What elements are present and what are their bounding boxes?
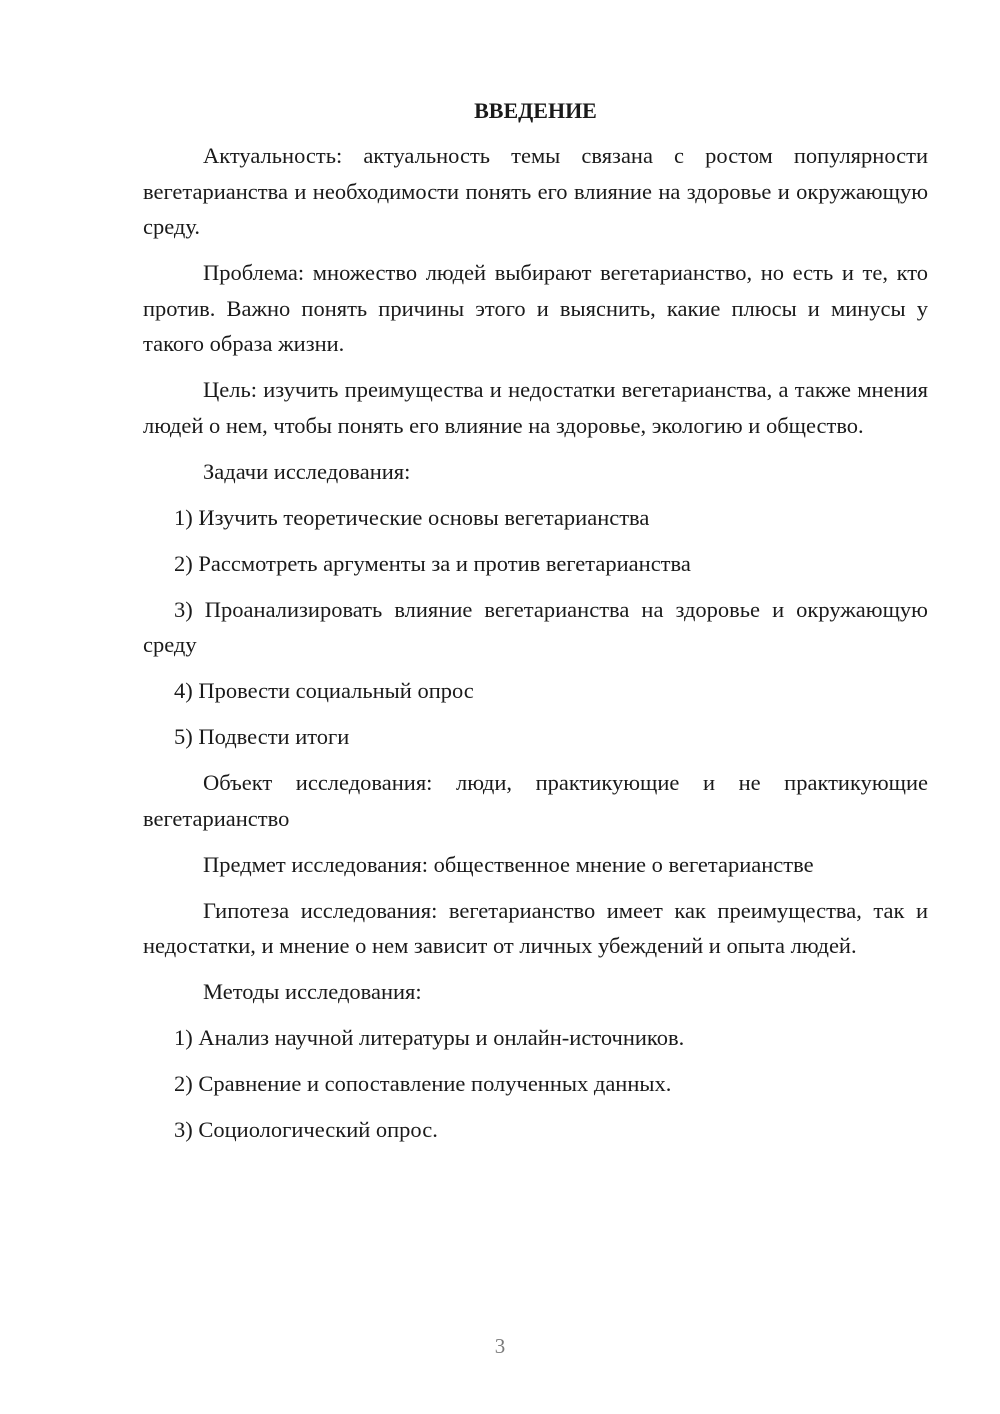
methods-heading: Методы исследования:: [203, 979, 422, 1004]
document-page: [143, 96, 928, 1158]
method-item: 3) Социологический опрос.: [174, 1117, 438, 1142]
task-item: 3) Проанализировать влияние вегетарианства на здоровье и окружающую среду: [143, 596, 928, 657]
subject-paragraph: Предмет исследования: общественное мнение о вегетарианстве: [203, 851, 814, 877]
object-paragraph: Объект исследования: люди, практикующие и не практикующие вегетарианство: [143, 770, 928, 831]
relevance-paragraph: Актуальность: актуальность темы связана с ростом популярности вегетарианства и необходимости понять его влияние на здоровье и окружающую среду.: [143, 143, 928, 239]
problem-paragraph: Проблема: множество людей выбирают вегетарианство, но есть и те, кто против. Важно понять причины этого и выяснить, какие плюсы и минусы у такого образа жизни.: [143, 260, 928, 356]
hypothesis-paragraph: Гипотеза исследования: вегетарианство имеет как преимущества, так и недостатки, и мнение о нем зависит от личных убеждений и опыта людей.: [143, 897, 928, 958]
section-title: ВВЕДЕНИЕ: [474, 98, 597, 123]
task-item: 4) Провести социальный опрос: [174, 678, 474, 703]
method-item: 1) Анализ научной литературы и онлайн-источников.: [174, 1025, 685, 1050]
task-item: 2) Рассмотреть аргументы за и против вегетарианства: [174, 550, 691, 576]
page-number: 3: [494, 1334, 506, 1358]
tasks-heading: Задачи исследования:: [203, 458, 411, 484]
goal-paragraph: Цель: изучить преимущества и недостатки вегетарианства, а также мнения людей о нем, чтобы понять его влияние на здоровье, экологию и общество.: [143, 377, 928, 438]
method-item: 2) Сравнение и сопоставление полученных данных.: [174, 1071, 672, 1096]
task-item: 1) Изучить теоретические основы вегетарианства: [174, 504, 650, 530]
task-item: 5) Подвести итоги: [174, 724, 350, 749]
